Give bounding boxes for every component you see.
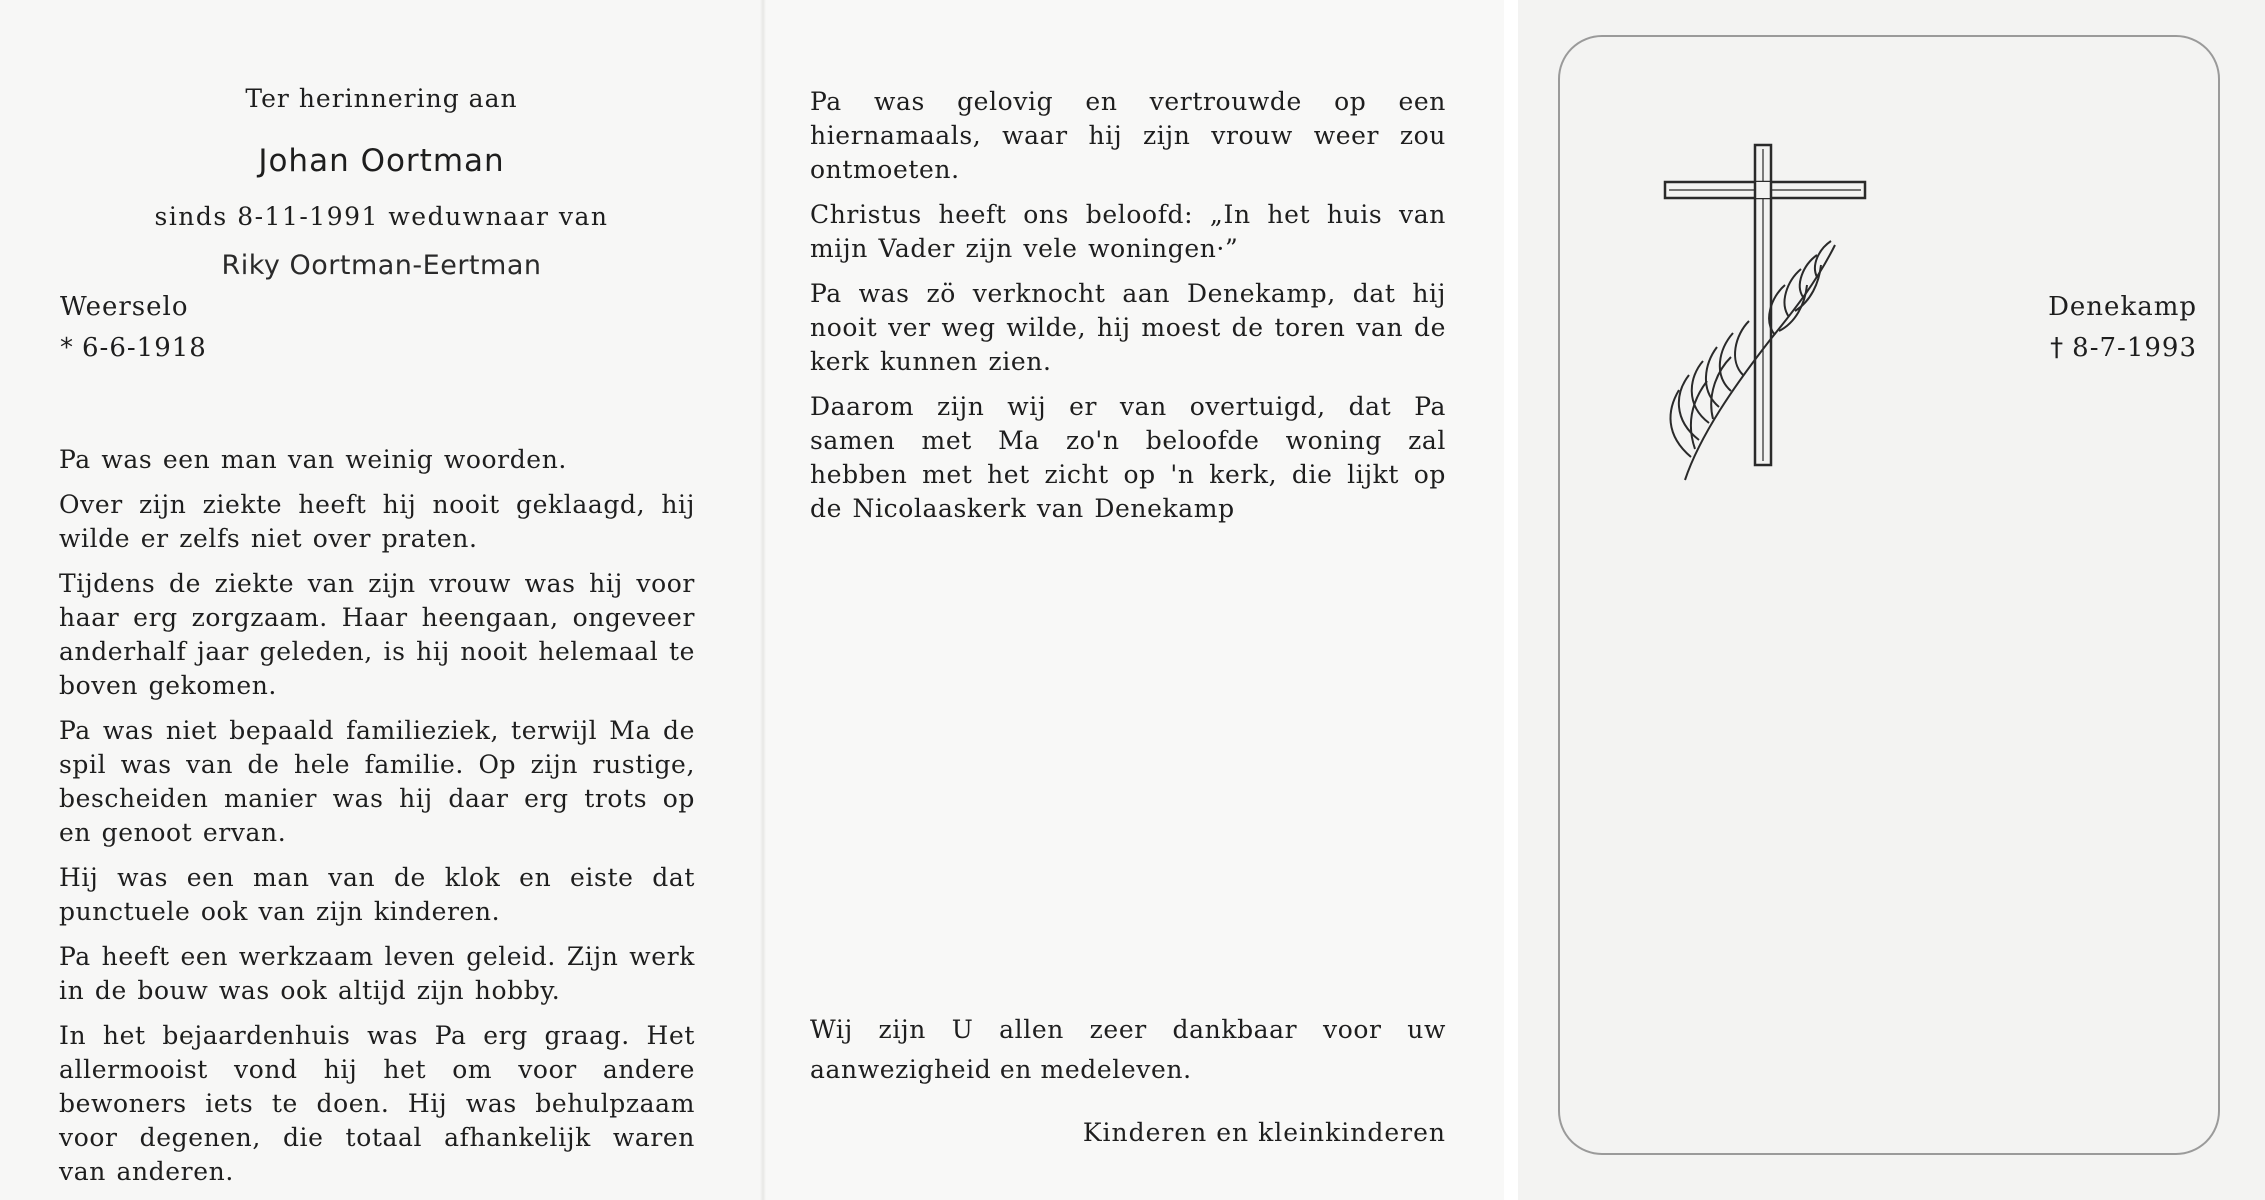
paragraph: Pa was een man van weinig woorden. <box>59 445 567 474</box>
paragraph: Tijdens de ziekte van zijn vrouw was hij voor haar erg zorgzaam. Haar heengaan, ongeveer anderhalf jaar geleden, is hij nooit helemaal te boven gekomen. <box>59 569 695 700</box>
paragraph: In het bejaardenhuis was Pa erg graag. Het allermooist vond hij het om voor andere bewoners iets te doen. Hij was behulpzaam voor degenen, die totaal afhankelijk waren van anderen. <box>59 1021 695 1186</box>
paragraph: Pa heeft een werkzaam leven geleid. Zijn werk in de bouw was ook altijd zijn hobby. <box>59 942 695 1005</box>
paragraph: Pa was zö verknocht aan Denekamp, dat hij nooit ver weg wilde, hij moest de toren van de kerk kunnen zien. <box>810 279 1446 376</box>
deceased-name: Johan Oortman <box>258 143 505 179</box>
paragraph: Hij was een man van de klok en eiste dat punctuele ook van zijn kinderen. <box>59 863 695 926</box>
signature: Kinderen en kleinkinderen <box>1082 1118 1446 1147</box>
intro-text: Ter herinnering aan <box>245 84 518 113</box>
paragraph: Pa was niet bepaald familieziek, terwijl Ma de spil was van de hele familie. Op zijn rustige, bescheiden manier was hij daar erg trots op en genoot ervan. <box>59 716 695 847</box>
middle-text-column <box>810 85 1446 537</box>
birth-symbol: * <box>60 333 74 363</box>
birth-date-line <box>60 333 207 363</box>
death-place: Denekamp <box>2048 292 2197 322</box>
birth-date: 6-6-1918 <box>82 333 207 363</box>
card-fold <box>760 0 766 1200</box>
death-symbol: † <box>2050 333 2065 363</box>
paragraph: Over zijn ziekte heeft hij nooit geklaagd, hij wilde er zelfs niet over praten. <box>59 490 695 553</box>
cross-with-palm-branch-icon <box>1655 135 1875 485</box>
birth-place: Weerselo <box>60 292 189 322</box>
left-text-column <box>59 443 695 1200</box>
spouse-name: Riky Oortman-Eertman <box>221 250 542 281</box>
thanks-text: Wij zijn U allen zeer dankbaar voor uw aanwezigheid en medeleven. <box>810 1015 1446 1084</box>
paragraph: Christus heeft ons beloofd: „In het huis van mijn Vader zijn vele woningen·” <box>810 200 1446 263</box>
paragraph: Daarom zijn wij er van overtuigd, dat Pa samen met Ma zo'n beloofde woning zal hebben met het zicht op 'n kerk, die lijkt op de Nicolaaskerk van Denekamp <box>810 392 1446 523</box>
paragraph: Pa was gelovig en vertrouwde op een hiernamaals, waar hij zijn vrouw weer zou ontmoeten. <box>810 87 1446 184</box>
death-date: 8-7-1993 <box>2072 333 2197 363</box>
panel-gap <box>1504 0 1518 1200</box>
widower-line: sinds 8-11-1991 weduwnaar van <box>154 202 609 231</box>
